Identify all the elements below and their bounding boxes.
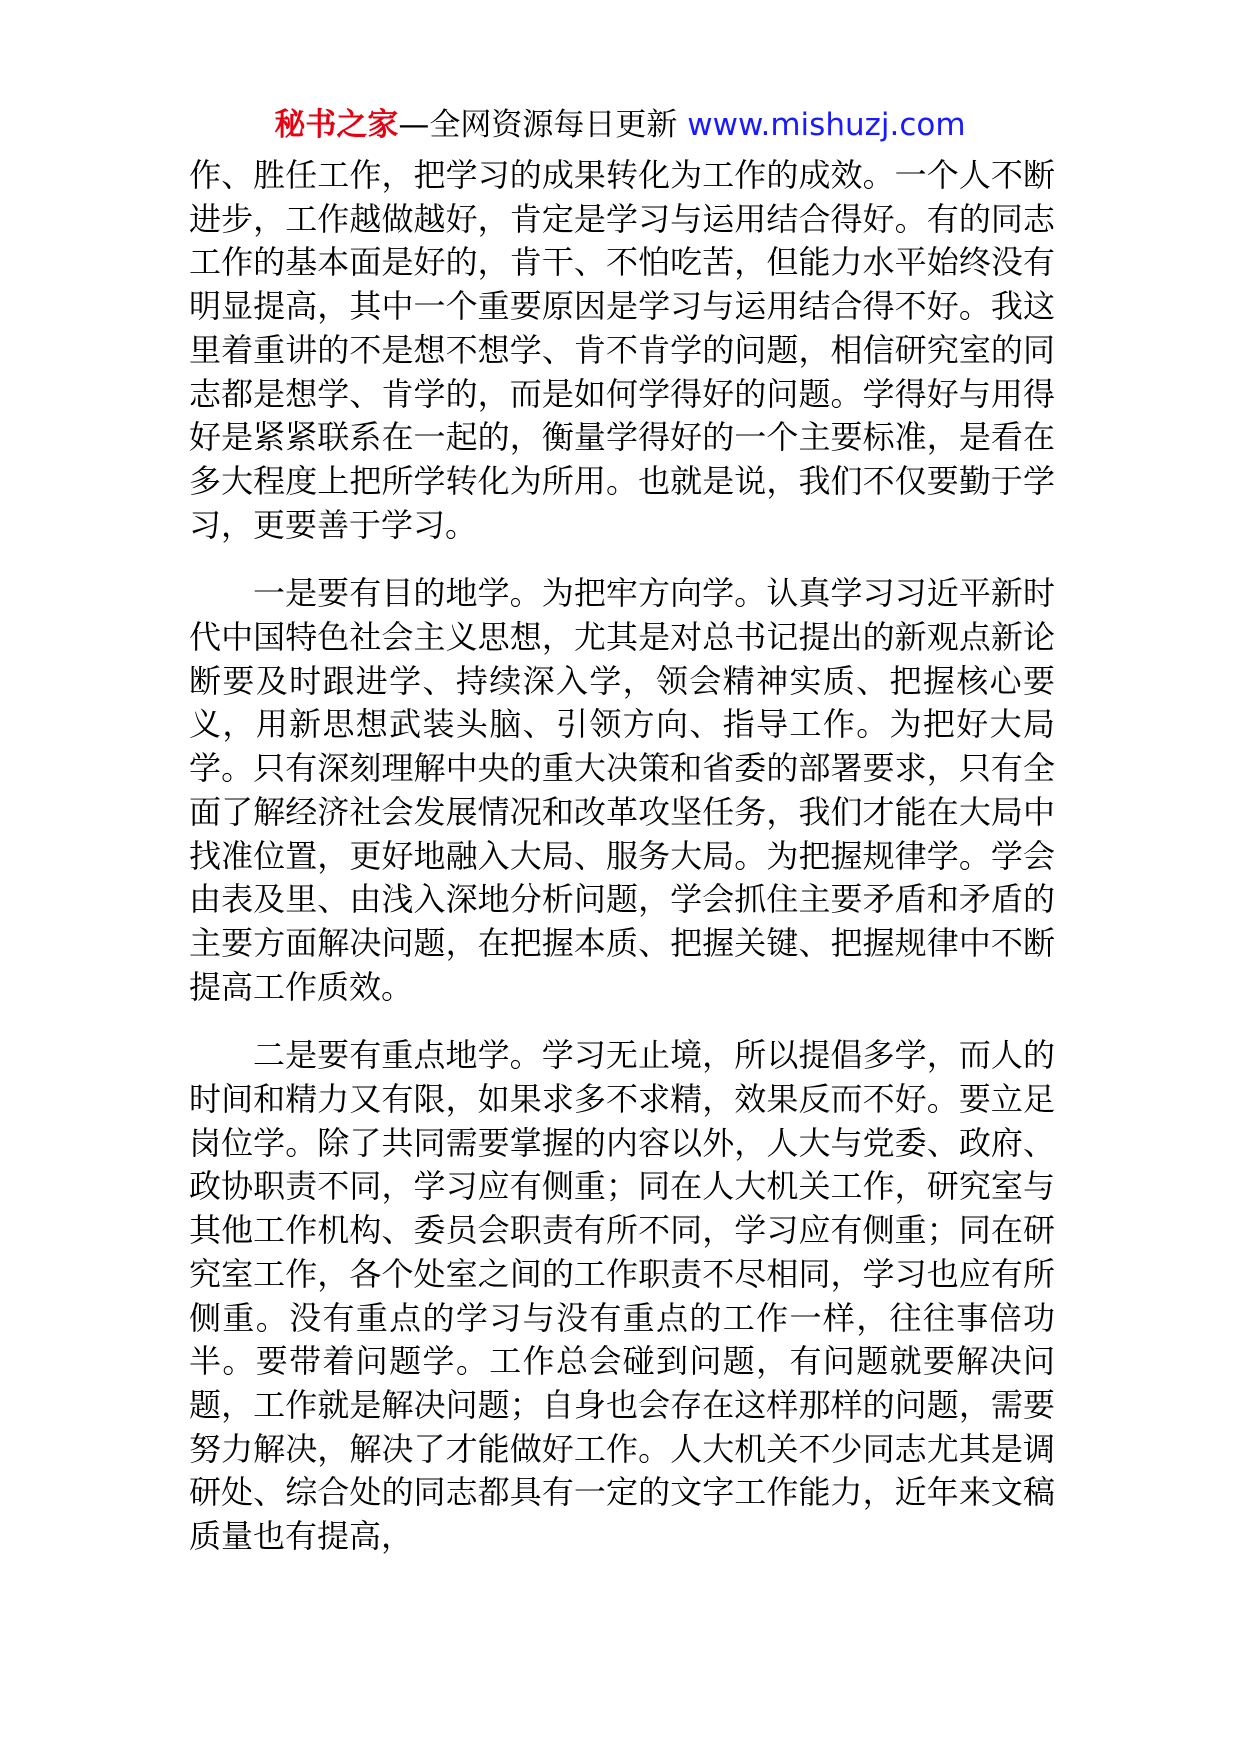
paragraph-focused-study: 二是要有重点地学。学习无止境，所以提倡多学，而人的时间和精力又有限，如果求多不求精，效果反而不好。要立足岗位学。除了共同需要掌握的内容以外，人大与党委、政府、政协职责不同，学习应有侧重；同在人大机关工作，研究室与其他工作机构、委员会职责有所不同，学习应有侧重；同在研究室工作，各个处室之间的工作职责不尽相同，学习也应有所侧重。没有重点的学习与没有重点的工作一样，往往事倍功半。要带着问题学。工作总会碰到问题，有问题就要解决问题，工作就是解决问题；自身也会存在这样那样的问题，需要努力解决，解决了才能做好工作。人大机关不少同志尤其是调研处、综合处的同志都具有一定的文字工作能力，近年来文稿质量也有提高， <box>189 1036 1055 1556</box>
paragraph-purposeful-study: 一是要有目的地学。为把牢方向学。认真学习习近平新时代中国特色社会主义思想，尤其是对总书记提出的新观点新论断要及时跟进学、持续深入学，领会精神实质、把握核心要义，用新思想武装头脑、引领方向、指导工作。为把好大局学。只有深刻理解中央的重大决策和省委的部署要求，只有全面了解经济社会发展情况和改革攻坚任务，我们才能在大局中找准位置，更好地融入大局、服务大局。为把握规律学。学会由表及里、由浅入深地分析问题，学会抓住主要矛盾和矛盾的主要方面解决问题，在把握本质、把握关键、把握规律中不断提高工作质效。 <box>189 574 1055 1006</box>
site-url-link[interactable]: www.mishuzj.com <box>687 107 966 143</box>
header-tagline: —全网资源每日更新 <box>398 107 688 143</box>
document-body <box>189 154 1055 1584</box>
paragraph-continuation: 作、胜任工作，把学习的成果转化为工作的成效。一个人不断进步，工作越做越好，肯定是学习与运用结合得好。有的同志工作的基本面是好的，肯干、不怕吃苦，但能力水平始终没有明显提高，其中一个重要原因是学习与运用结合得不好。我这里着重讲的不是想不想学、肯不肯学的问题，相信研究室的同志都是想学、肯学的，而是如何学得好的问题。学得好与用得好是紧紧联系在一起的，衡量学得好的一个主要标准，是看在多大程度上把所学转化为所用。也就是说，我们不仅要勤于学习，更要善于学习。 <box>189 156 1055 544</box>
site-header <box>0 104 1240 146</box>
brand-name: 秘书之家 <box>274 107 399 143</box>
